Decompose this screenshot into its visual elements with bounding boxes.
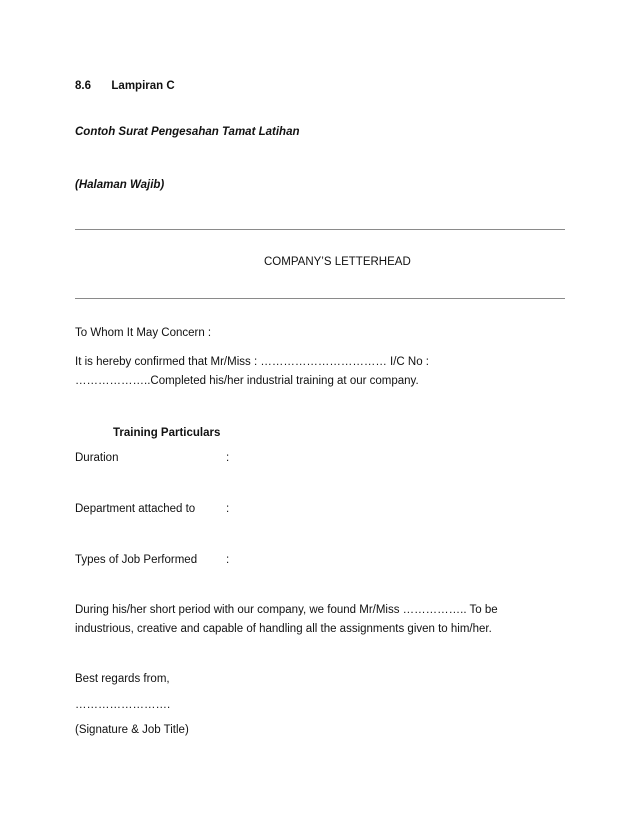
confirmation-line-2: ………………..Completed his/her industrial training at our company.	[75, 375, 419, 387]
subtitle: Contoh Surat Pengesahan Tamat Latihan	[75, 126, 300, 138]
assessment-line-2: industrious, creative and capable of handling all the assignments given to him/her.	[75, 623, 492, 635]
section-title: Lampiran C	[111, 80, 175, 92]
section-heading	[75, 80, 175, 92]
section-number: 8.6	[75, 80, 91, 92]
training-particulars-heading: Training Particulars	[113, 427, 221, 439]
signature-caption: (Signature & Job Title)	[75, 724, 189, 736]
duration-colon: :	[226, 452, 230, 464]
job-types-colon: :	[226, 554, 230, 566]
assessment-line-1: During his/her short period with our company, we found Mr/Miss …………….. To be	[75, 604, 498, 616]
department-colon: :	[226, 503, 230, 515]
letterhead-top-rule	[75, 229, 565, 230]
company-letterhead: COMPANY’S LETTERHEAD	[264, 256, 411, 268]
closing-regards: Best regards from,	[75, 673, 170, 685]
confirmation-line-1: It is hereby confirmed that Mr/Miss : …………………………… I/C No :	[75, 356, 430, 368]
letterhead-bottom-rule	[75, 298, 565, 299]
job-types-label: Types of Job Performed	[75, 554, 198, 566]
duration-label: Duration	[75, 452, 119, 464]
department-label: Department attached to	[75, 503, 196, 515]
salutation: To Whom It May Concern :	[75, 327, 212, 339]
signature-line: …………………….	[75, 699, 171, 711]
mandatory-note: (Halaman Wajib)	[75, 179, 165, 191]
